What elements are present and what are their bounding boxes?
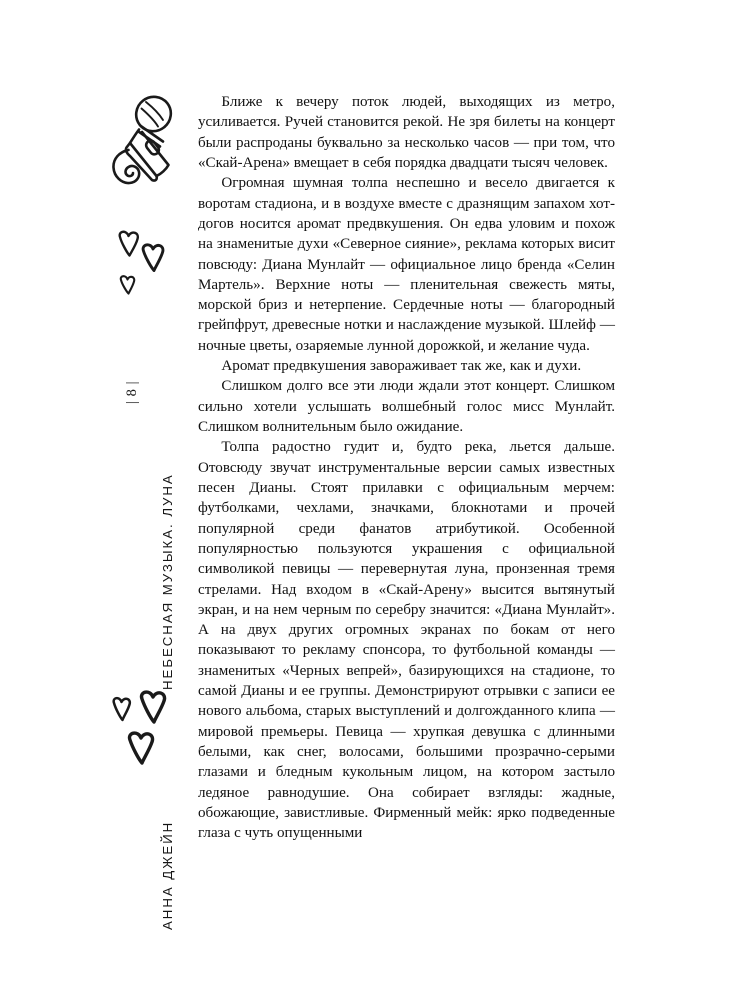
- body-paragraph: Толпа радостно гудит и, будто река, льется дальше. Отовсюду звучат инструментальные версии самых известных песен Дианы. Стоят прилавки с официальным мерчем: футболками, чехлами, значками, блокнотами и прочей популярной среди фанатов атрибутикой. Особенной популярностью пользуются украшения с официальной символикой певицы — перевернутая луна, пронзенная тремя стрелами. Над входом в «Скай-Арену» высится вытянутый экран, и на нем черным по серебру значится: «Диана Мунлайт». А на двух других огромных экранах по бокам от него показывают то рекламу спонсора, то футбольной команды — знаменитых «Черных вепрей», базирующихся на стадионе, то самой Дианы и ее группы. Демонстрируют отрывки с записи ее нового альбома, старых выступлений и долгожданного клипа — мировой премьеры. Певица — хрупкая девушка с длинными белыми, как снег, волосами, большими прозрачно-серыми глазами и бледным кукольным лицом, на котором застыло ледяное равнодушие. Она собирает взгляды: жадные, обожающие, завистливые. Фирменный мейк: ярко подведенные глаза с чуть опущенными: [198, 439, 615, 842]
- body-paragraph: Аромат предвкушения завораживает так же, как и духи.: [221, 358, 582, 375]
- microphone-icon: [108, 88, 190, 196]
- body-paragraph: Огромная шумная толпа неспешно и весело двигается к воротам стадиона, и в воздухе вместе с дразнящим запахом хот-догов носится аромат предвкушения. Он едва уловим и похож на знаменитые духи «Северное сияние», реклама которых висит повсюду: Диана Мунлайт — официальное лицо бренда «Селин Мартель». Верхние ноты — пленительная свежесть мяты, морской бриз и нетерпение. Сердечные ноты — благородный грейпфрут, древесные нотки и наслаждение музыкой. Шлейф — ночные цветы, озаряемые лунной дорожкой, и желание чуда.: [198, 175, 615, 354]
- body-paragraph: Слишком долго все эти люди ждали этот концерт. Слишком сильно хотели услышать волшебный голос мисс Мунлайт. Слишком волнительным было ожидание.: [198, 378, 615, 435]
- book-title-label: НЕБЕСНАЯ МУЗЫКА. ЛУНА: [159, 473, 175, 690]
- page-number: [111, 372, 155, 412]
- running-head-author: [152, 630, 182, 930]
- page-number-label: | 8 |: [124, 380, 141, 404]
- author-label: АННА ДЖЕЙН: [159, 820, 175, 930]
- hearts-icon: [110, 228, 188, 310]
- body-text: [198, 92, 615, 844]
- body-paragraph: Ближе к вечеру поток людей, выходящих из метро, усиливается. Ручей становится рекой. Не зря билеты на концерт были распроданы буквально за несколько часов — при том, что «Скай-Арена» вмещает в себя порядка двадцати тысяч человек.: [198, 94, 615, 171]
